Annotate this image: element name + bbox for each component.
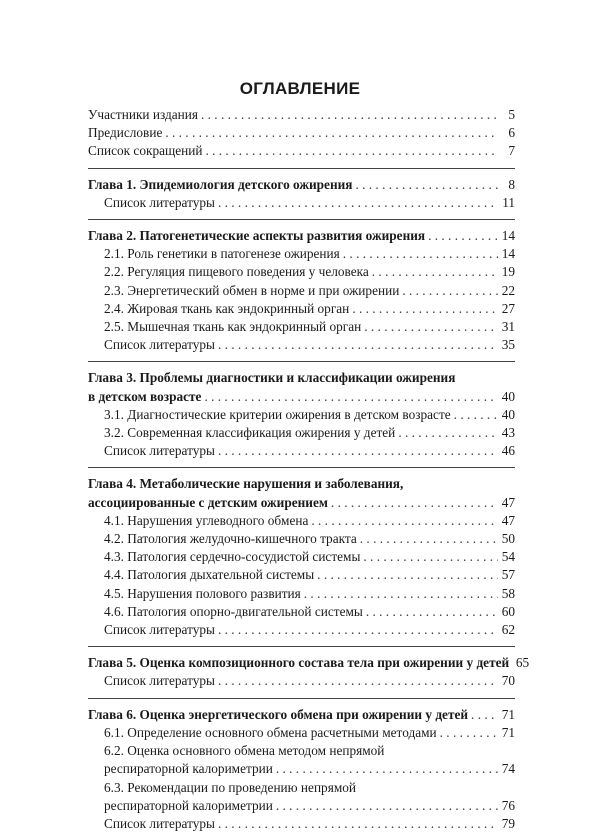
toc-entry-4-4[interactable] xyxy=(88,566,515,584)
toc-entry-2-5[interactable] xyxy=(88,318,515,336)
entry-page: 27 xyxy=(501,300,515,316)
entry-label: 4.4. Патология дыхательной системы xyxy=(104,567,315,583)
entry-page: 40 xyxy=(501,406,515,422)
toc-entry-2-4[interactable] xyxy=(88,300,515,318)
entry-page: 47 xyxy=(501,494,515,510)
entry-label: респираторной калориметрии xyxy=(104,761,273,777)
leader-dots xyxy=(352,300,498,318)
entry-label: Участники издания xyxy=(88,107,198,122)
entry-label: респираторной калориметрии xyxy=(104,797,273,813)
leader-dots xyxy=(218,815,498,833)
entry-page: 22 xyxy=(501,282,515,298)
section-divider xyxy=(88,646,515,647)
entry-page: 14 xyxy=(501,246,515,262)
leader-dots xyxy=(218,621,498,639)
leader-dots xyxy=(304,585,498,603)
chapter-title: ассоциированные с детским ожирением xyxy=(88,494,328,510)
entry-page: 7 xyxy=(508,143,515,159)
entry-page: 19 xyxy=(501,264,515,280)
toc-chapter-4-title-line1[interactable]: Глава 4. Метаболические нарушения и заболевания, xyxy=(88,476,404,492)
toc-chapter-5[interactable] xyxy=(88,654,530,672)
entry-label: Предисловие xyxy=(88,125,163,141)
entry-page: 70 xyxy=(501,673,515,689)
entry-page: 79 xyxy=(501,815,515,831)
leader-dots xyxy=(363,548,498,566)
toc-entry-abbreviations[interactable] xyxy=(88,142,515,160)
toc-chapter-3[interactable] xyxy=(88,388,515,406)
chapter-title: в детском возрасте xyxy=(88,388,202,404)
leader-dots xyxy=(317,566,498,584)
entry-page: 76 xyxy=(501,797,515,813)
leader-dots xyxy=(364,318,498,336)
entry-label: 2.5. Мышечная ткань как эндокринный орган xyxy=(104,319,362,335)
leader-dots xyxy=(218,442,498,460)
toc-chapter-1[interactable] xyxy=(88,176,515,194)
leader-dots xyxy=(204,388,498,406)
leader-dots xyxy=(218,194,498,212)
entry-label: 2.2. Регуляция пищевого поведения у человека xyxy=(104,264,369,280)
toc-chapter-6[interactable] xyxy=(88,706,515,724)
entry-page: 14 xyxy=(501,228,515,244)
entry-page: 6 xyxy=(508,125,515,141)
entry-label: 4.2. Патология желудочно-кишечного тракта xyxy=(104,531,357,547)
leader-dots xyxy=(440,724,498,742)
toc-entry-ch5-refs[interactable] xyxy=(88,672,515,690)
leader-dots xyxy=(355,176,498,194)
toc-entry-preface[interactable] xyxy=(88,124,515,142)
toc-entry-4-3[interactable] xyxy=(88,548,515,566)
entry-page: 46 xyxy=(501,443,515,459)
leader-dots xyxy=(398,424,498,442)
section-divider xyxy=(88,698,515,699)
toc-entry-3-1[interactable] xyxy=(88,406,515,424)
entry-page: 50 xyxy=(501,531,515,547)
leader-dots xyxy=(402,282,498,300)
toc-entry-ch3-refs[interactable] xyxy=(88,442,515,460)
entry-label: 4.1. Нарушения углеводного обмена xyxy=(104,512,309,528)
entry-label: 3.1. Диагностические критерии ожирения в детском возрасте xyxy=(104,406,451,422)
chapter-title: Глава 5. Оценка композиционного состава тела при ожирении у детей xyxy=(88,655,510,671)
entry-page: 47 xyxy=(501,512,515,528)
entry-page: 5 xyxy=(508,107,515,122)
leader-dots xyxy=(276,760,498,778)
leader-dots xyxy=(218,336,498,354)
leader-dots xyxy=(366,603,498,621)
toc-entry-ch2-refs[interactable] xyxy=(88,336,515,354)
entry-label: Список литературы xyxy=(104,337,215,353)
chapter-title: Глава 2. Патогенетические аспекты развития ожирения xyxy=(88,228,426,244)
toc-entry-2-1[interactable] xyxy=(88,245,515,263)
toc-entry-ch1-refs[interactable] xyxy=(88,194,515,212)
entry-page: 54 xyxy=(501,549,515,565)
entry-label: Список литературы xyxy=(104,622,215,638)
toc-entry-ch4-refs[interactable] xyxy=(88,621,515,639)
toc-entry-4-2[interactable] xyxy=(88,530,515,548)
toc-entry-4-1[interactable] xyxy=(88,512,515,530)
leader-dots xyxy=(428,227,498,245)
entry-page: 35 xyxy=(501,337,515,353)
leader-dots xyxy=(311,512,498,530)
toc-entry-ch6-refs[interactable] xyxy=(88,815,515,833)
entry-page: 60 xyxy=(501,603,515,619)
entry-page: 74 xyxy=(501,761,515,777)
entry-label: Список сокращений xyxy=(88,143,203,159)
toc-entry-6-2-line1[interactable]: 6.2. Оценка основного обмена методом непрямой xyxy=(104,743,385,759)
toc-entry-contributors[interactable] xyxy=(88,106,515,124)
toc-entry-4-6[interactable] xyxy=(88,603,515,621)
leader-dots xyxy=(165,124,498,142)
entry-label: Список литературы xyxy=(104,194,215,210)
entry-page: 8 xyxy=(508,176,515,192)
leader-dots xyxy=(201,106,498,124)
toc-entry-2-3[interactable] xyxy=(88,282,515,300)
leader-dots xyxy=(205,142,498,160)
entry-page: 11 xyxy=(502,194,515,210)
entry-label: 3.2. Современная классификация ожирения у детей xyxy=(104,425,396,441)
toc-entry-3-2[interactable] xyxy=(88,424,515,442)
entry-page: 31 xyxy=(501,319,515,335)
entry-page: 43 xyxy=(501,425,515,441)
toc-entry-6-1[interactable] xyxy=(88,724,515,742)
entry-page: 58 xyxy=(501,585,515,601)
entry-page: 71 xyxy=(501,706,515,722)
section-divider xyxy=(88,168,515,169)
toc-chapter-3-title-line1[interactable]: Глава 3. Проблемы диагностики и классификации ожирения xyxy=(88,370,456,386)
section-divider xyxy=(88,467,515,468)
entry-label: 2.3. Энергетический обмен в норме и при ожирении xyxy=(104,282,400,298)
leader-dots xyxy=(331,494,498,512)
entry-page: 40 xyxy=(501,388,515,404)
entry-label: Список литературы xyxy=(104,815,215,831)
leader-dots xyxy=(372,263,498,281)
toc-chapter-4[interactable] xyxy=(88,494,515,512)
entry-label: 6.1. Определение основного обмена расчетными методами xyxy=(104,724,437,740)
entry-label: 2.4. Жировая ткань как эндокринный орган xyxy=(104,300,350,316)
chapter-title: Глава 6. Оценка энергетического обмена при ожирении у детей xyxy=(88,706,469,722)
section-divider xyxy=(88,361,515,362)
entry-label: 4.6. Патология опорно-двигательной системы xyxy=(104,603,363,619)
entry-page: 71 xyxy=(501,724,515,740)
entry-page: 62 xyxy=(501,622,515,638)
leader-dots xyxy=(343,245,498,263)
entry-label: 2.1. Роль генетики в патогенезе ожирения xyxy=(104,246,340,262)
entry-page: 57 xyxy=(501,567,515,583)
leader-dots xyxy=(454,406,498,424)
entry-label: Список литературы xyxy=(104,673,215,689)
entry-label: 4.5. Нарушения полового развития xyxy=(104,585,301,601)
entry-page: 65 xyxy=(515,655,530,671)
toc-chapter-2[interactable] xyxy=(88,227,515,245)
toc-entry-2-2[interactable] xyxy=(88,263,515,281)
toc-entry-6-3[interactable] xyxy=(88,797,515,815)
leader-dots xyxy=(471,706,498,724)
entry-label: 4.3. Патология сердечно-сосудистой системы xyxy=(104,549,361,565)
section-divider xyxy=(88,219,515,220)
entry-label: Список литературы xyxy=(104,443,215,459)
leader-dots xyxy=(276,797,498,815)
leader-dots xyxy=(218,672,498,690)
toc-entry-4-5[interactable] xyxy=(88,585,515,603)
toc-entry-6-2[interactable] xyxy=(88,760,515,778)
leader-dots xyxy=(360,530,498,548)
page-title: ОГЛАВЛЕНИЕ xyxy=(239,79,361,98)
toc-entry-6-3-line1[interactable]: 6.3. Рекомендации по проведению непрямой xyxy=(104,779,357,795)
table-of-contents xyxy=(88,106,530,833)
chapter-title: Глава 1. Эпидемиология детского ожирения xyxy=(88,176,353,192)
